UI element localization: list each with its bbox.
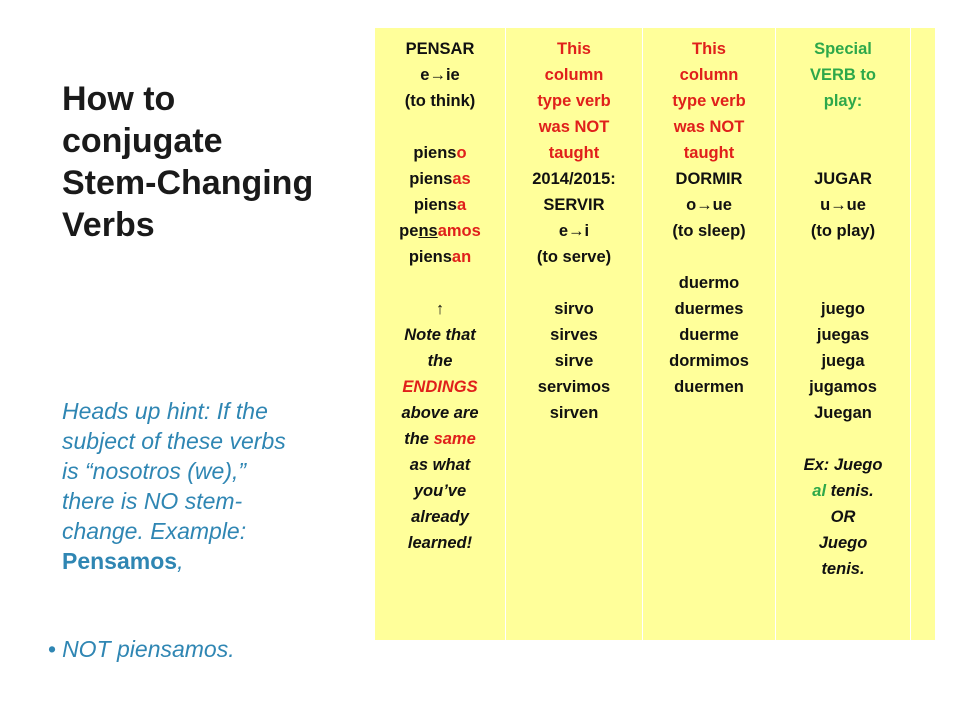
column-note: taught	[683, 144, 735, 162]
note-line: Note that	[404, 326, 476, 344]
column-pensar	[375, 28, 506, 640]
conjugation-form: duermes	[674, 300, 744, 318]
column-note: play:	[823, 92, 863, 110]
note-line: the same	[404, 430, 476, 448]
verb-header: SERVIR	[543, 196, 605, 214]
column-note: This	[557, 40, 591, 58]
note-line-endings: ENDINGS	[402, 378, 478, 396]
hint-example: Pensamos	[62, 548, 178, 574]
conjugation-form: Juegan	[814, 404, 872, 422]
conjugation-form: piensa	[413, 196, 467, 214]
column-dormir	[643, 28, 776, 640]
translation: (to play)	[810, 222, 876, 240]
example-line: Juego	[818, 534, 868, 552]
conjugation-form: sirves	[550, 326, 598, 344]
up-arrow-icon: ↑	[435, 300, 445, 318]
hint-line: subject of these verbs	[62, 428, 286, 454]
conjugation-form: dormimos	[669, 352, 749, 370]
note-line: you’ve	[413, 482, 467, 500]
hint-line: change. Example:	[62, 518, 247, 544]
conjugation-form: juegas	[816, 326, 870, 344]
column-empty	[911, 28, 935, 640]
translation: (to serve)	[536, 248, 612, 266]
note-line: the	[427, 352, 453, 370]
column-note: Special	[814, 40, 872, 58]
column-note: type verb	[672, 92, 746, 110]
column-note: was NOT	[538, 118, 610, 136]
title-line: How to	[62, 80, 176, 118]
verb-header: 2014/2015:	[532, 170, 616, 188]
example-line: al tenis.	[812, 482, 874, 500]
stem-change: u→ue	[820, 196, 866, 214]
stem-change: o→ue	[686, 196, 732, 214]
column-note: type verb	[537, 92, 611, 110]
verb-header: JUGAR	[814, 170, 872, 188]
column-note: taught	[548, 144, 600, 162]
column-note: was NOT	[673, 118, 745, 136]
conjugation-form: juego	[821, 300, 865, 318]
conjugation-form: servimos	[537, 378, 611, 396]
hint-bullet	[48, 634, 348, 664]
hint-paragraph	[62, 396, 354, 576]
conjugation-form: sirvo	[554, 300, 594, 318]
conjugation-form: piensan	[408, 248, 472, 266]
column-jugar	[776, 28, 911, 640]
stem-change: e→ie	[420, 66, 460, 84]
column-servir	[506, 28, 643, 640]
hint-bullet-text: NOT piensamos.	[62, 636, 235, 662]
verb-header: DORMIR	[675, 170, 743, 188]
conjugation-form: sirve	[554, 352, 594, 370]
hint-line: there is NO stem-	[62, 488, 243, 514]
conjugation-form: juega	[821, 352, 865, 370]
note-line: as what	[409, 456, 471, 474]
title-line: conjugate	[62, 122, 223, 160]
title-line: Verbs	[62, 206, 155, 244]
column-note: column	[679, 66, 739, 84]
conjugation-form: pienso	[413, 144, 467, 162]
example-line: Ex: Juego	[803, 456, 883, 474]
conjugation-form: jugamos	[809, 378, 877, 396]
hint-example-suffix: ,	[177, 548, 184, 574]
translation: (to think)	[404, 92, 476, 110]
note-line: above are	[401, 404, 479, 422]
title-line: Stem-Changing	[62, 164, 314, 202]
conjugation-table	[375, 28, 935, 640]
conjugation-form: duermo	[678, 274, 740, 292]
conjugation-form: piensas	[409, 170, 471, 188]
conjugation-form: sirven	[549, 404, 599, 422]
conjugation-form: pensamos	[399, 222, 481, 240]
example-line: tenis.	[821, 560, 865, 578]
hint-example-line	[62, 546, 354, 576]
stem-change: e→i	[558, 222, 590, 240]
column-note: VERB to	[810, 66, 876, 84]
hint-line: Heads up hint: If the	[62, 398, 268, 424]
example-line: OR	[830, 508, 856, 526]
conjugation-form: duermen	[674, 378, 744, 396]
translation: (to sleep)	[672, 222, 746, 240]
note-line: learned!	[407, 534, 473, 552]
page-title	[62, 78, 352, 246]
verb-header: PENSAR	[405, 40, 475, 58]
hint-line: is “nosotros (we),”	[62, 458, 247, 484]
column-note: column	[544, 66, 604, 84]
bullet-icon: •	[48, 636, 57, 662]
note-line: already	[411, 508, 469, 526]
conjugation-form: duerme	[679, 326, 739, 344]
column-note: This	[692, 40, 726, 58]
